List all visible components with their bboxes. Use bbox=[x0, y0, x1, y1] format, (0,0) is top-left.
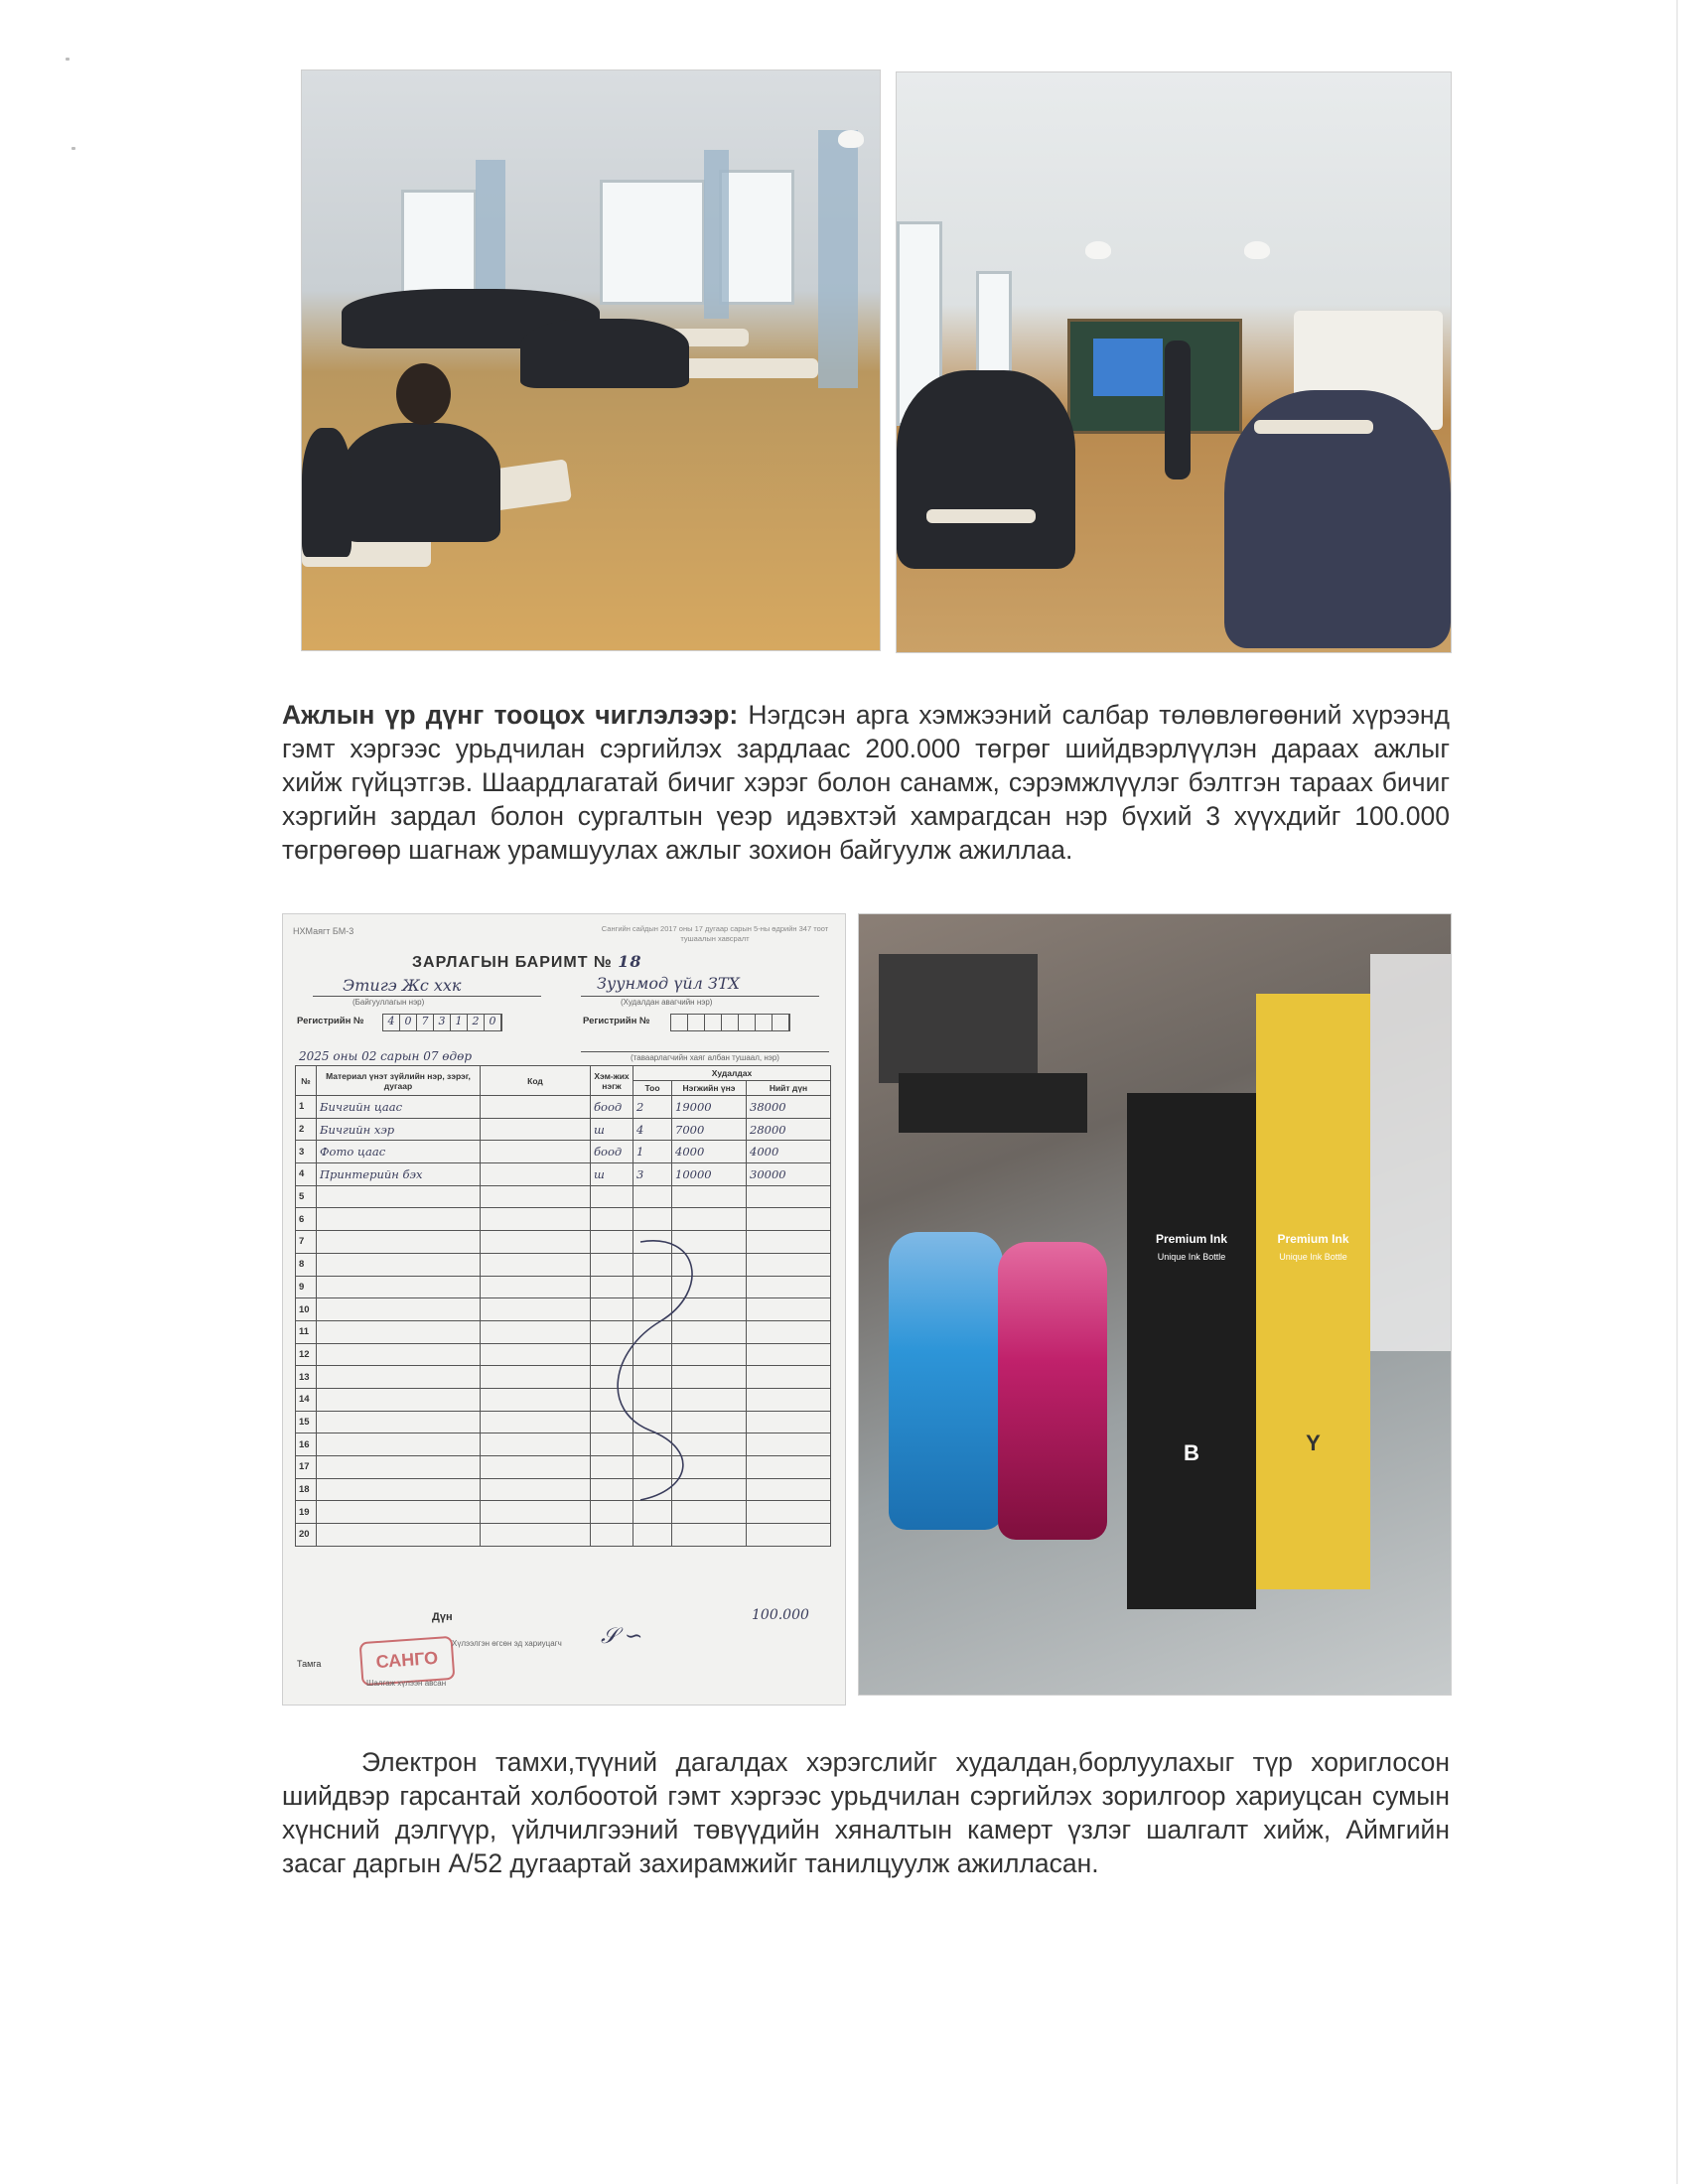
item-total bbox=[747, 1231, 831, 1254]
row-number: 13 bbox=[296, 1366, 317, 1389]
row-number: 19 bbox=[296, 1501, 317, 1524]
registry-label-2: Регистрийн № bbox=[583, 1016, 650, 1026]
seller-name: Зуунмод үйл ЗТХ bbox=[597, 974, 740, 993]
registry-digit: 3 bbox=[434, 1015, 451, 1030]
item-unit: боод bbox=[591, 1141, 633, 1163]
col-sold: Худалдах bbox=[633, 1066, 831, 1081]
item-code bbox=[481, 1141, 591, 1163]
results-paragraph bbox=[282, 698, 1450, 867]
row-number: 7 bbox=[296, 1231, 317, 1254]
item-name bbox=[317, 1366, 481, 1389]
student bbox=[302, 428, 352, 557]
item-qty bbox=[633, 1208, 672, 1231]
item-name: Бичгийн цаас bbox=[317, 1096, 481, 1119]
item-qty: 2 bbox=[633, 1096, 672, 1119]
registry-digit: 1 bbox=[451, 1015, 468, 1030]
form-code: НХМаягт БМ-3 bbox=[293, 926, 354, 936]
item-unit bbox=[591, 1524, 633, 1547]
row-number: 3 bbox=[296, 1141, 317, 1163]
row-number: 16 bbox=[296, 1433, 317, 1456]
expense-receipt bbox=[282, 913, 846, 1706]
item-total: 30000 bbox=[747, 1163, 831, 1186]
scan-speck bbox=[66, 58, 70, 61]
classroom-photo-left bbox=[301, 69, 881, 651]
org-name: Этигэ Жс ххк bbox=[343, 976, 462, 995]
col-unit-price: Нэгжийн үнэ bbox=[672, 1081, 747, 1096]
item-total bbox=[747, 1524, 831, 1547]
row-number: 14 bbox=[296, 1388, 317, 1411]
signature-caption: Хүлээлгэн өгсөн эд хариуцагч bbox=[452, 1639, 562, 1648]
col-qty: Тоо bbox=[633, 1081, 672, 1096]
item-name bbox=[317, 1478, 481, 1501]
item-unit: ш bbox=[591, 1118, 633, 1141]
item-code bbox=[481, 1411, 591, 1433]
registry-digit: 7 bbox=[417, 1015, 434, 1030]
stamp-label: Тамга bbox=[297, 1659, 322, 1669]
item-code bbox=[481, 1524, 591, 1547]
org-caption: (Байгууллагын нэр) bbox=[352, 998, 425, 1007]
ink-box-strip bbox=[899, 1073, 1087, 1133]
receipt-table bbox=[295, 1065, 831, 1547]
underline bbox=[581, 996, 819, 997]
item-code bbox=[481, 1163, 591, 1186]
registry-boxes bbox=[382, 1014, 502, 1031]
item-total bbox=[747, 1433, 831, 1456]
item-name bbox=[317, 1411, 481, 1433]
item-unit-price: 10000 bbox=[672, 1163, 747, 1186]
item-qty: 1 bbox=[633, 1141, 672, 1163]
item-name bbox=[317, 1253, 481, 1276]
item-name bbox=[317, 1231, 481, 1254]
registry-boxes-empty bbox=[670, 1014, 790, 1031]
ink-bottles-photo bbox=[858, 913, 1452, 1696]
registry-digit bbox=[756, 1015, 773, 1030]
item-code bbox=[481, 1456, 591, 1479]
registry-digit bbox=[773, 1015, 789, 1030]
registry-digit: 4 bbox=[383, 1015, 400, 1030]
table-row bbox=[296, 1501, 831, 1524]
signature-caption-2: Шалгаж хүлээн авсан bbox=[366, 1679, 447, 1688]
window bbox=[401, 190, 477, 305]
scan-edge bbox=[1676, 0, 1678, 2184]
item-total bbox=[747, 1208, 831, 1231]
item-name bbox=[317, 1208, 481, 1231]
approval-note: Сангийн сайдын 2017 оны 17 дугаар сарын 5-ны өдрийн 347 тоот тушаалын хавсралт bbox=[601, 924, 829, 943]
item-total bbox=[747, 1501, 831, 1524]
row-number: 8 bbox=[296, 1253, 317, 1276]
ceiling-lamp bbox=[838, 130, 864, 148]
table-row bbox=[296, 1096, 831, 1119]
students-row bbox=[520, 319, 689, 388]
col-material: Материал үнэт зүйлийн нэр, зэрэг, дугаар bbox=[317, 1066, 481, 1096]
desk bbox=[1254, 420, 1373, 434]
item-unit-price bbox=[672, 1208, 747, 1231]
ceiling-lamp bbox=[1085, 241, 1111, 259]
projector-screen bbox=[1093, 339, 1163, 396]
table-row bbox=[296, 1185, 831, 1208]
item-unit bbox=[591, 1208, 633, 1231]
item-code bbox=[481, 1388, 591, 1411]
table-row bbox=[296, 1433, 831, 1456]
item-code bbox=[481, 1478, 591, 1501]
item-total: 28000 bbox=[747, 1118, 831, 1141]
signature: 𝒮 ∽ bbox=[601, 1624, 643, 1649]
item-unit-price: 4000 bbox=[672, 1141, 747, 1163]
table-row bbox=[296, 1320, 831, 1343]
item-code bbox=[481, 1096, 591, 1119]
yellow-box-letter: Y bbox=[1306, 1431, 1321, 1455]
yellow-ink-box bbox=[1256, 994, 1370, 1589]
item-name bbox=[317, 1320, 481, 1343]
table-row bbox=[296, 1478, 831, 1501]
receipt-number: 18 bbox=[618, 952, 642, 971]
row-number: 15 bbox=[296, 1411, 317, 1433]
item-name bbox=[317, 1433, 481, 1456]
total-value: 100.000 bbox=[752, 1607, 809, 1623]
table-row bbox=[296, 1208, 831, 1231]
black-box-label: Premium Ink bbox=[1155, 1232, 1228, 1246]
row-number: 4 bbox=[296, 1163, 317, 1186]
yellow-box-label: Premium Ink bbox=[1277, 1232, 1349, 1246]
table-row bbox=[296, 1456, 831, 1479]
item-code bbox=[481, 1208, 591, 1231]
table-row bbox=[296, 1366, 831, 1389]
desk bbox=[926, 509, 1036, 523]
item-unit-price bbox=[672, 1185, 747, 1208]
item-unit-price: 7000 bbox=[672, 1118, 747, 1141]
window bbox=[719, 170, 794, 305]
item-unit: ш bbox=[591, 1163, 633, 1186]
item-total: 4000 bbox=[747, 1141, 831, 1163]
section-heading: Ажлын үр дүнг тооцох чиглэлээр: bbox=[282, 700, 739, 730]
item-name bbox=[317, 1524, 481, 1547]
item-total bbox=[747, 1411, 831, 1433]
black-box-letter: B bbox=[1184, 1440, 1199, 1465]
item-name bbox=[317, 1343, 481, 1366]
table-row bbox=[296, 1253, 831, 1276]
item-code bbox=[481, 1253, 591, 1276]
item-total bbox=[747, 1276, 831, 1298]
handwritten-strike-mark bbox=[581, 1232, 720, 1510]
registry-digit bbox=[739, 1015, 756, 1030]
item-name: Фото цаас bbox=[317, 1141, 481, 1163]
item-name bbox=[317, 1276, 481, 1298]
table-row bbox=[296, 1388, 831, 1411]
table-row bbox=[296, 1298, 831, 1321]
receipt-title-text: ЗАРЛАГЫН БАРИМТ № bbox=[412, 954, 613, 971]
curtain bbox=[476, 160, 505, 309]
item-total bbox=[747, 1366, 831, 1389]
item-code bbox=[481, 1298, 591, 1321]
student-head bbox=[396, 363, 451, 425]
ceiling-lamp bbox=[1244, 241, 1270, 259]
table-row bbox=[296, 1118, 831, 1141]
row-number: 11 bbox=[296, 1320, 317, 1343]
item-code bbox=[481, 1118, 591, 1141]
black-box-sub: Unique Ink Bottle bbox=[1157, 1252, 1226, 1262]
item-qty bbox=[633, 1185, 672, 1208]
item-code bbox=[481, 1231, 591, 1254]
row-number: 18 bbox=[296, 1478, 317, 1501]
row-number: 5 bbox=[296, 1185, 317, 1208]
item-code bbox=[481, 1501, 591, 1524]
table-row bbox=[296, 1276, 831, 1298]
date-caption: (таваарлагчийн хаяг албан тушаал, нэр) bbox=[581, 1051, 829, 1062]
paragraph-body: Нэгдсэн арга хэмжээний салбар төлөвлөгөөний хүрээнд гэмт хэргээс урьдчилан сэргийлэх зардлаас 200.000 төгрөг шийдвэрлүүлэн дараах ажлыг хийж гүйцэтгэв. Шаардлагатай бичиг хэрэг болон санамж, сэрэмжлүүлэг бэлтгэн тараах бичиг хэргийн зардал болон сургалтын үеэр идэвхтэй хамрагдсан нэр бүхий 3 хүүхдийг 100.000 төгрөгөөр шагнаж урамшуулах ажлыг зохион байгуулж ажиллаа. bbox=[282, 700, 1450, 865]
curtain bbox=[704, 150, 729, 319]
row-number: 20 bbox=[296, 1524, 317, 1547]
registry-label: Регистрийн № bbox=[297, 1016, 364, 1026]
item-unit-price: 19000 bbox=[672, 1096, 747, 1119]
item-total bbox=[747, 1343, 831, 1366]
item-total bbox=[747, 1456, 831, 1479]
item-qty: 3 bbox=[633, 1163, 672, 1186]
underline bbox=[313, 996, 541, 997]
item-name bbox=[317, 1298, 481, 1321]
receipt-title bbox=[412, 952, 641, 972]
item-unit: боод bbox=[591, 1096, 633, 1119]
item-unit-price bbox=[672, 1524, 747, 1547]
row-number: 9 bbox=[296, 1276, 317, 1298]
col-unit: Хэм-жих нэгж bbox=[591, 1066, 633, 1096]
total-label: Дүн bbox=[432, 1611, 453, 1623]
magenta-ink-bottle bbox=[998, 1242, 1107, 1540]
registry-digit: 2 bbox=[468, 1015, 485, 1030]
table-row bbox=[296, 1141, 831, 1163]
teacher bbox=[1165, 341, 1191, 479]
registry-digit: 0 bbox=[485, 1015, 501, 1030]
table-row bbox=[296, 1231, 831, 1254]
item-code bbox=[481, 1320, 591, 1343]
registry-digit bbox=[722, 1015, 739, 1030]
item-code bbox=[481, 1433, 591, 1456]
camera-inspection-paragraph: Электрон тамхи,түүний дагалдах хэрэгслийг худалдан,борлуулахыг түр хориглосон шийдвэр гарсантай холбоотой гэмт хэргээс урьдчилан сэргийлэх зорилгоор хариуцсан сумын хүнсний дэлгүүр, үйлчилгээний төвүүдийн хяналтын камерт үзлэг шалгалт хийж, Аймгийн засаг даргын А/52 дугаартай захирамжийг танилцуулж ажилласан. bbox=[282, 1747, 1450, 1878]
row-number: 6 bbox=[296, 1208, 317, 1231]
item-name: Принтерийн бэх bbox=[317, 1163, 481, 1186]
classroom-photo-right bbox=[896, 71, 1452, 653]
item-code bbox=[481, 1343, 591, 1366]
seller-caption: (Худалдан авагчийн нэр) bbox=[621, 998, 713, 1007]
curtain bbox=[818, 130, 858, 388]
company-stamp: САНГО bbox=[359, 1636, 456, 1686]
table-row bbox=[296, 1163, 831, 1186]
item-code bbox=[481, 1185, 591, 1208]
registry-digit: 0 bbox=[400, 1015, 417, 1030]
registry-digit bbox=[671, 1015, 688, 1030]
receipt-date: 2025 оны 02 сарын 07 өдөр bbox=[299, 1049, 473, 1063]
col-code: Код bbox=[481, 1066, 591, 1096]
window bbox=[600, 180, 705, 305]
item-total bbox=[747, 1185, 831, 1208]
item-qty bbox=[633, 1524, 672, 1547]
item-qty: 4 bbox=[633, 1118, 672, 1141]
registry-digit bbox=[705, 1015, 722, 1030]
registry-digit bbox=[688, 1015, 705, 1030]
item-total: 38000 bbox=[747, 1096, 831, 1119]
row-number: 1 bbox=[296, 1096, 317, 1119]
item-total bbox=[747, 1320, 831, 1343]
item-name bbox=[317, 1501, 481, 1524]
student bbox=[342, 423, 500, 542]
black-ink-box bbox=[1127, 1093, 1256, 1609]
item-name: Бичгийн хэр bbox=[317, 1118, 481, 1141]
scan-speck bbox=[71, 147, 75, 150]
col-total: Нийт дүн bbox=[747, 1081, 831, 1096]
item-name bbox=[317, 1185, 481, 1208]
item-name bbox=[317, 1456, 481, 1479]
item-code bbox=[481, 1366, 591, 1389]
table-row bbox=[296, 1524, 831, 1547]
receipt-rows bbox=[296, 1096, 831, 1547]
item-name bbox=[317, 1388, 481, 1411]
yellow-box-sub: Unique Ink Bottle bbox=[1279, 1252, 1347, 1262]
table-header-row bbox=[296, 1066, 831, 1081]
row-number: 12 bbox=[296, 1343, 317, 1366]
item-total bbox=[747, 1298, 831, 1321]
cyan-ink-bottle bbox=[889, 1232, 1003, 1530]
table-row bbox=[296, 1343, 831, 1366]
row-number: 17 bbox=[296, 1456, 317, 1479]
students-group bbox=[897, 370, 1075, 569]
row-number: 2 bbox=[296, 1118, 317, 1141]
row-number: 10 bbox=[296, 1298, 317, 1321]
col-no: № bbox=[296, 1066, 317, 1096]
item-total bbox=[747, 1478, 831, 1501]
item-total bbox=[747, 1388, 831, 1411]
item-code bbox=[481, 1276, 591, 1298]
storage-rack bbox=[1370, 954, 1451, 1351]
item-unit bbox=[591, 1185, 633, 1208]
table-row bbox=[296, 1411, 831, 1433]
item-total bbox=[747, 1253, 831, 1276]
ink-box-background bbox=[879, 954, 1038, 1083]
